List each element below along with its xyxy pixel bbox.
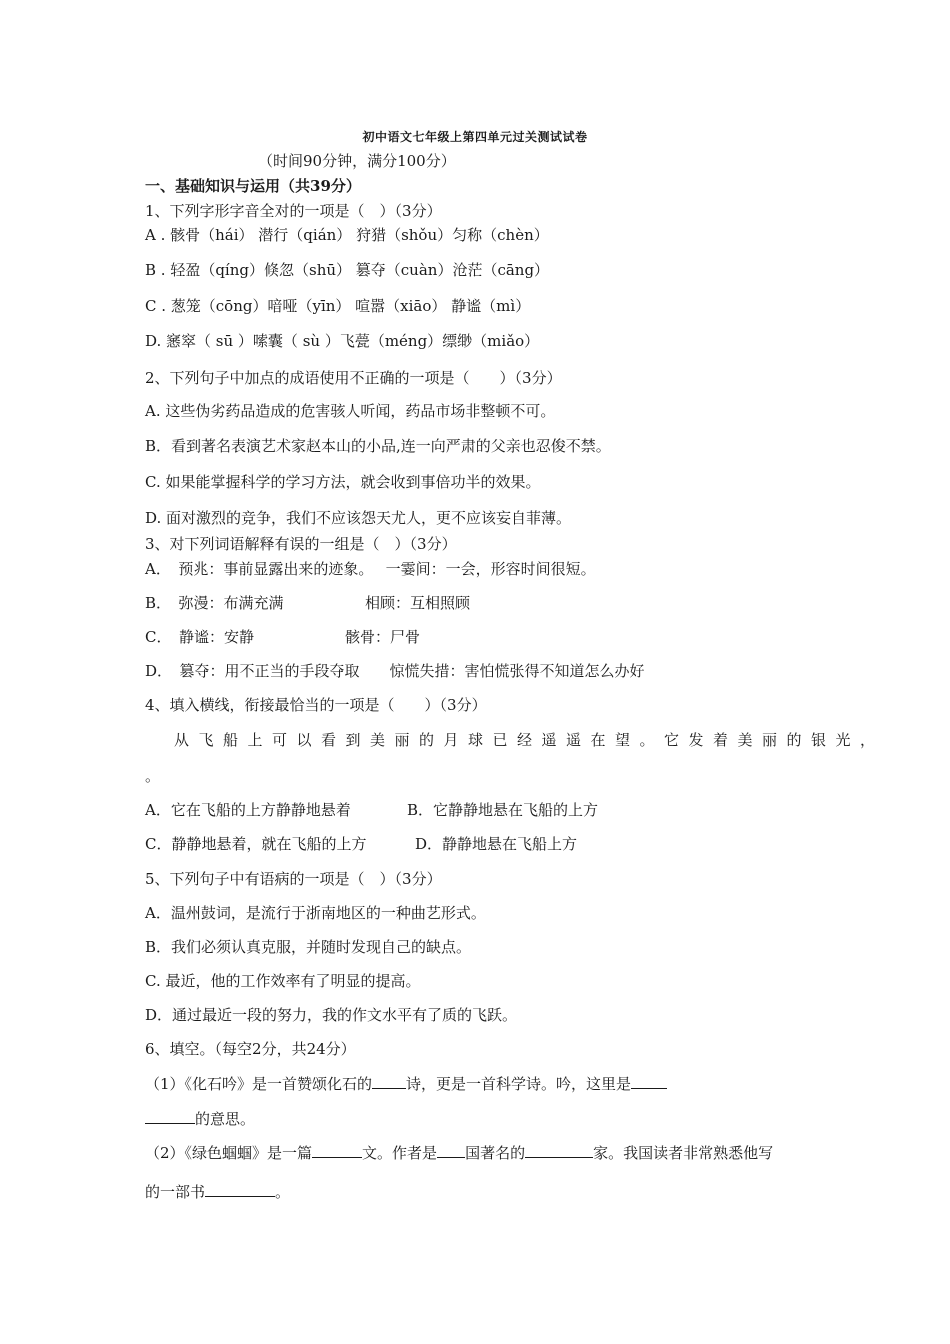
item-1-text-b: 诗，更是一首科学诗。吟，这里是 (406, 1075, 632, 1093)
fill-blank[interactable] (437, 1142, 465, 1158)
question-4-option-a: A．它在飞船的上方静静地悬着 (145, 801, 351, 819)
question-1-option-c: C . 葱笼（cōng）喑哑（yīn） 喧嚣（xiāo） 静谧（mì） (145, 297, 531, 315)
fill-blank[interactable] (145, 1108, 195, 1124)
question-5-option-a: A．温州鼓词，是流行于浙南地区的一种曲艺形式。 (145, 904, 486, 922)
fill-blank[interactable] (631, 1073, 667, 1089)
question-5-stem: 5、下列句子中有语病的一项是（ ）（3分） (145, 870, 442, 888)
fill-blank[interactable] (205, 1181, 275, 1197)
question-3-option-b-term: B． 弥漫：布满充满 (145, 594, 284, 612)
question-2-option-c: C. 如果能掌握科学的学习方法，就会收到事倍功半的效果。 (145, 473, 541, 491)
fill-blank[interactable] (312, 1142, 362, 1158)
item-2-text-b: 文。作者是 (362, 1144, 438, 1162)
item-2-text-c: 国著名的 (465, 1144, 526, 1162)
question-6-item-1 (145, 1073, 667, 1094)
question-3-option-c-term2: 骸骨：尸骨 (345, 628, 421, 646)
question-4-stem: 4、填入横线，衔接最恰当的一项是（ ）（3分） (145, 696, 487, 714)
question-2-stem: 2、下列句子中加点的成语使用不正确的一项是（ ）（3分） (145, 369, 562, 387)
question-6-item-2 (145, 1142, 773, 1163)
question-3-option-d: D． 篡夺：用不正当的手段夺取 惊慌失措：害怕慌张得不知道怎么办好 (145, 662, 645, 680)
item-2-text-d: 家。我国读者非常熟悉他写 (593, 1144, 774, 1162)
question-4-option-c: C．静静地悬着，就在飞船的上方 (145, 835, 367, 853)
exam-subtitle: （时间90分钟，满分100分） (258, 152, 456, 170)
question-5-option-b: B．我们必须认真克服，并随时发现自己的缺点。 (145, 938, 472, 956)
fill-blank[interactable] (372, 1073, 406, 1089)
question-4-passage-period: 。 (145, 767, 161, 785)
question-4-passage: 从飞船上可以看到美丽的月球已经遥遥在望。它发着美丽的银光， (174, 731, 885, 749)
question-4-option-d: D．静静地悬在飞船上方 (415, 835, 578, 853)
item-2-text-a: （2）《绿色蝈蝈》是一篇 (145, 1144, 313, 1162)
item-1-text-a: （1）《化石吟》是一首赞颂化石的 (145, 1075, 373, 1093)
question-6-stem: 6、填空。（每空2分，共24分） (145, 1040, 356, 1058)
question-4-option-b: B．它静静地悬在飞船的上方 (407, 801, 599, 819)
section-heading: 一、基础知识与运用（共39分） (145, 177, 361, 195)
question-5-option-d: D．通过最近一段的努力，我的作文水平有了质的飞跃。 (145, 1006, 518, 1024)
question-1-stem: 1、下列字形字音全对的一项是（ ）（3分） (145, 202, 442, 220)
item-1-text-c: 的意思。 (195, 1110, 256, 1128)
question-3-option-c-term: C． 静谧：安静 (145, 628, 254, 646)
question-1-option-d: D. 窸窣（ sū ）嗦囊（ sù ）飞甍（méng）缥缈（miǎo） (145, 332, 540, 350)
question-3-option-a: A． 预兆：事前显露出来的迹象。 一霎间：一会，形容时间很短。 (145, 560, 596, 578)
question-2-option-b: B．看到著名表演艺术家赵本山的小品,连一向严肃的父亲也忍俊不禁。 (145, 437, 611, 455)
page-title: 初中语文七年级上第四单元过关测试试卷 (362, 130, 588, 144)
question-5-option-c: C. 最近，他的工作效率有了明显的提高。 (145, 972, 421, 990)
item-2-text-e: 的一部书 (145, 1183, 206, 1201)
question-6-item-2-cont (145, 1181, 290, 1202)
question-2-option-a: A. 这些伪劣药品造成的危害骇人听闻，药品市场非整顿不可。 (145, 402, 556, 420)
question-3-option-b-term2: 相顾：互相照顾 (365, 594, 471, 612)
question-6-item-1-cont (145, 1108, 255, 1129)
question-3-stem: 3、对下列词语解释有误的一组是（ ）（3分） (145, 535, 457, 553)
question-2-option-d: D. 面对激烈的竞争，我们不应该怨天尤人，更不应该妄自菲薄。 (145, 509, 572, 527)
question-1-option-b: B . 轻盈（qíng）倏忽（shū） 篡夺（cuàn）沧茫（cāng） (145, 261, 550, 279)
question-1-option-a: A . 骸骨（hái） 潜行（qián） 狩猎（shǒu）匀称（chèn） (145, 226, 549, 244)
item-2-text-f: 。 (275, 1183, 291, 1201)
fill-blank[interactable] (525, 1142, 593, 1158)
